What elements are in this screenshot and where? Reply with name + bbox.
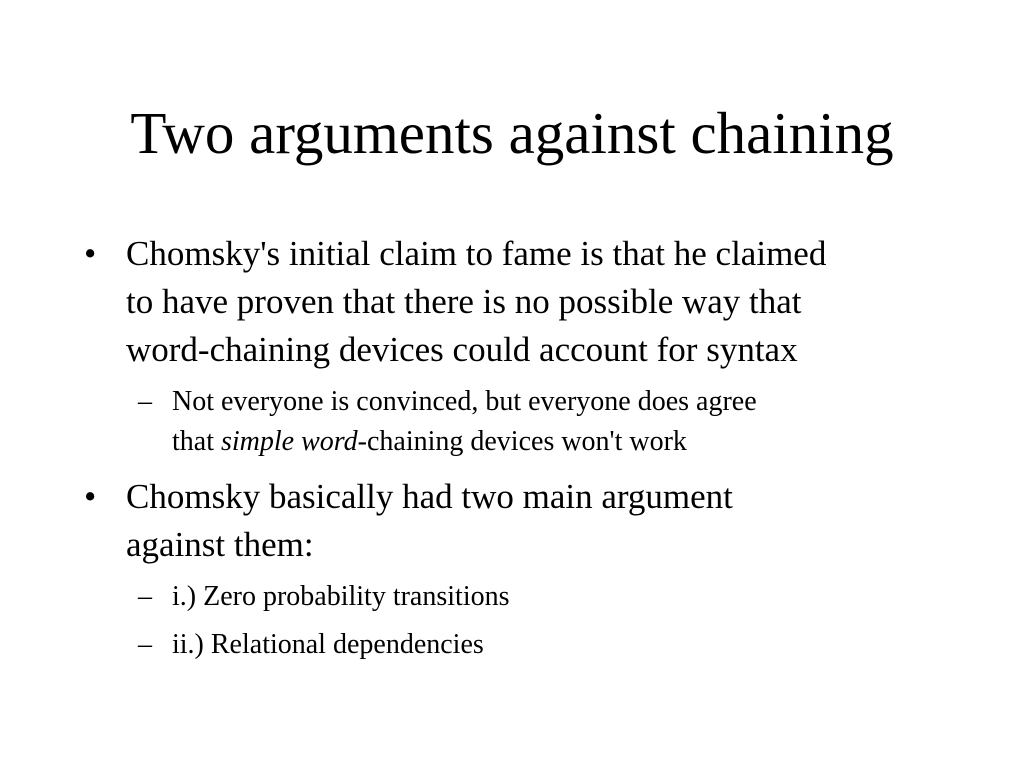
dash-marker: –: [138, 629, 152, 660]
sub-text-2: [172, 577, 932, 617]
slide-title: Two arguments against chaining: [130, 100, 894, 166]
dash-marker: –: [138, 386, 152, 417]
bullet-2-line-2: against them:: [126, 525, 314, 564]
bullet-1-line-1: Chomsky's initial claim to fame is that he claimed: [126, 234, 827, 273]
bullet-1-line-2: to have proven that there is no possible way that: [126, 282, 802, 321]
sub-1-line-2-italic: simple word: [221, 426, 358, 457]
sub-1-line-2: [172, 422, 932, 462]
sub-text-1: [172, 382, 932, 462]
bullet-2-line-1: Chomsky basically had two main argument: [126, 477, 733, 516]
sub-text-3: [172, 625, 932, 665]
sub-1-line-2-post: -chaining devices won't work: [357, 426, 687, 457]
sub-1-line-1: Not everyone is convinced, but everyone does agree: [172, 386, 757, 417]
bullet-marker: •: [84, 234, 97, 273]
bullet-text-1: [126, 230, 946, 374]
bullet-marker: •: [84, 477, 97, 516]
sub-2-line-1: i.) Zero probability transitions: [172, 581, 510, 612]
sub-3-line-1: ii.) Relational dependencies: [172, 629, 484, 660]
bullet-text-2: [126, 473, 946, 569]
sub-1-line-2-pre: that: [172, 426, 221, 457]
bullet-1-line-3: word-chaining devices could account for syntax: [126, 330, 798, 369]
dash-marker: –: [138, 581, 152, 612]
